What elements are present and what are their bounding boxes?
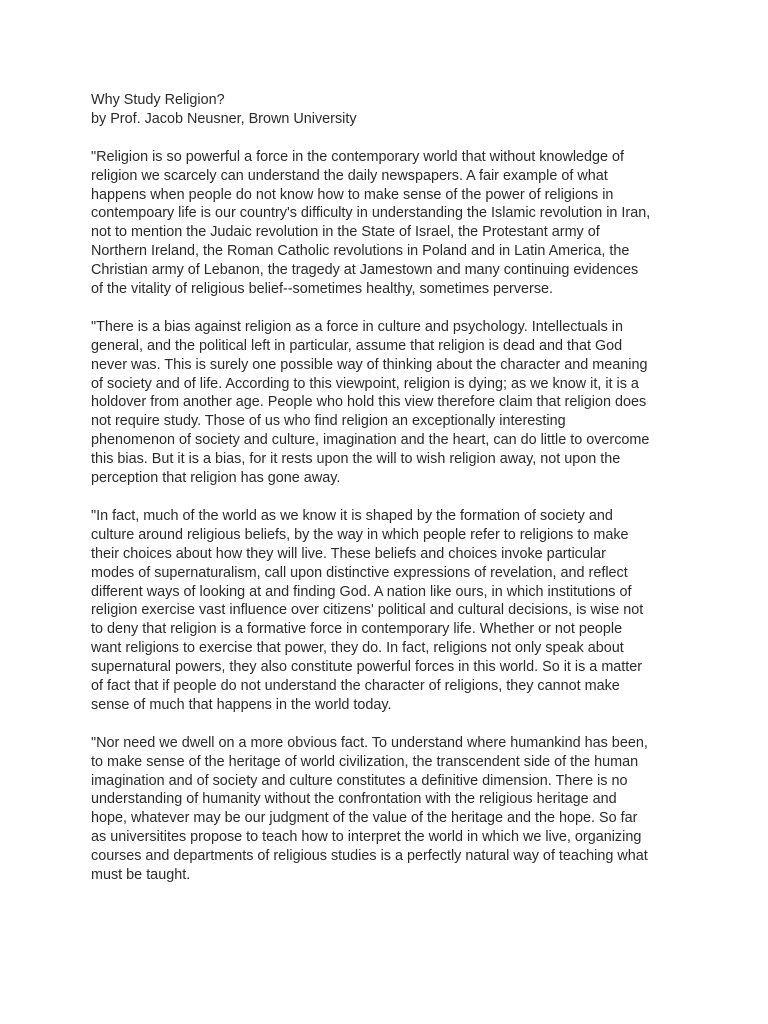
text-line: this bias. But it is a bias, for it rests upon the will to wish religion away, not upon the [91, 451, 621, 468]
text-line: "Nor need we dwell on a more obvious fact. To understand where humankind has been, [91, 734, 648, 751]
text-line: courses and departments of religious studies is a perfectly natural way of teaching what [91, 848, 648, 865]
title-block [91, 91, 671, 129]
text-line: Northern Ireland, the Roman Catholic revolutions in Poland and in Latin America, the [91, 243, 630, 260]
document-body [91, 91, 671, 904]
text-line: to deny that religion is a formative force in contemporary life. Whether or not people [91, 621, 623, 638]
document-title: Why Study Religion? [91, 92, 225, 108]
text-line: imagination and of society and culture constitutes a definitive dimension. There is no [91, 772, 628, 789]
text-line: hope, whatever may be our judgment of the value of the heritage and the hope. So far [91, 810, 638, 827]
text-line: culture around religious beliefs, by the way in which people refer to religions to make [91, 526, 629, 543]
text-line: of the vitality of religious belief--sometimes healthy, sometimes perverse. [91, 281, 554, 298]
text-line: "There is a bias against religion as a force in culture and psychology. Intellectuals in [91, 318, 623, 335]
text-line: "In fact, much of the world as we know it is shaped by the formation of society and [91, 507, 613, 524]
text-line: as universitites propose to teach how to interpret the world in which we live, organizing [91, 829, 642, 846]
text-line: holdover from another age. People who hold this view therefore claim that religion does [91, 394, 647, 411]
text-line: not require study. Those of us who find religion an exceptionally interesting [91, 413, 566, 430]
text-line: must be taught. [91, 867, 191, 884]
text-line: sense of much that happens in the world today. [91, 696, 392, 713]
text-line: general, and the political left in particular, assume that religion is dead and that God [91, 337, 623, 354]
text-line: modes of supernaturalism, call upon distinctive expressions of revelation, and reflect [91, 564, 628, 581]
text-line: to make sense of the heritage of world civilization, the transcendent side of the human [91, 753, 639, 770]
text-line: different ways of looking at and finding God. A nation like ours, in which institutions of [91, 583, 632, 600]
paragraph [91, 734, 671, 885]
text-line: want religions to exercise that power, they do. In fact, religions not only speak about [91, 640, 624, 657]
text-line: never was. This is surely one possible way of thinking about the character and meaning [91, 356, 648, 373]
text-line: phenomenon of society and culture, imagination and the heart, can do little to overcome [91, 432, 650, 449]
text-line: perception that religion has gone away. [91, 470, 341, 487]
text-line: of fact that if people do not understand the character of religions, they cannot make [91, 678, 620, 695]
paragraph [91, 318, 671, 488]
text-line: contempoary life is our country's difficulty in understanding the Islamic revolution in Iran, [91, 205, 651, 222]
text-line: not to mention the Judaic revolution in the State of Israel, the Protestant army of [91, 224, 600, 241]
text-line: understanding of humanity without the confrontation with the religious heritage and [91, 791, 617, 808]
paragraph [91, 507, 671, 715]
paragraph [91, 148, 671, 299]
text-line: their choices about how they will live. These beliefs and choices invoke particular [91, 545, 606, 562]
text-line: "Religion is so powerful a force in the contemporary world that without knowledge of [91, 148, 625, 165]
text-line: of society and of life. According to this viewpoint, religion is dying; as we know it, it is a [91, 375, 639, 392]
text-line: happens when people do not know how to make sense of the power of religions in [91, 186, 614, 203]
text-line: religion exercise vast influence over citizens' political and cultural decisions, is wise not [91, 602, 644, 619]
text-line: supernatural powers, they also constitute powerful forces in this world. So it is a matter [91, 659, 643, 676]
document-byline: by Prof. Jacob Neusner, Brown University [91, 110, 357, 127]
text-line: Christian army of Lebanon, the tragedy at Jamestown and many continuing evidences [91, 262, 639, 279]
text-line: religion we scarcely can understand the daily newspapers. A fair example of what [91, 167, 608, 184]
